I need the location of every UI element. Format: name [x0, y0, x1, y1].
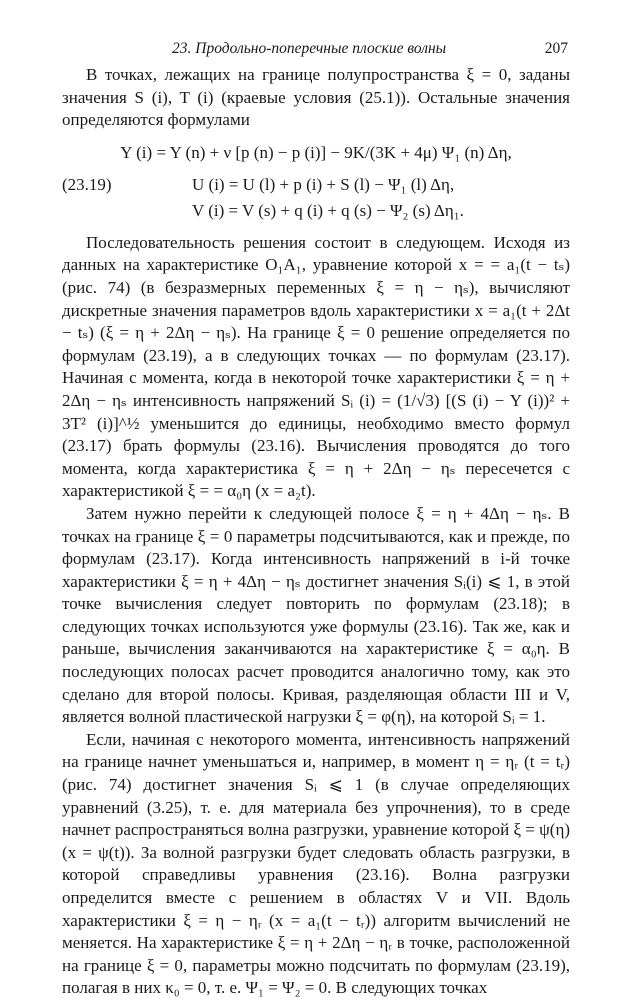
equation-v: V (i) = V (s) + q (i) + q (s) − Ψ₂ (s) Δη₁. — [192, 200, 464, 220]
running-title: 23. Продольно-поперечные плоские волны — [172, 40, 447, 57]
paragraph-2: Последовательность решения состоит в следующем. Исходя из данных на характеристике O₁A₁, уравнение которой x = = a₁(t − tₛ) (рис. 74) (в безразмерных переменных ξ = η − ηₛ), вычисляют дискретные значения параметров вдоль характеристики x = a₁(t + 2Δt − tₛ) (ξ = η + 2Δη − ηₛ). На границе ξ = 0 решение определяется по формулам (23.19), а в следующих точках — по формулам (23.17). Начиная с момента, когда в некоторой точке характеристики ξ = η + 2Δη − ηₛ интенсивность напряжений Sᵢ (i) = (1/√3) [(S (i) − Y (i))² + 3T² (i)]^½ уменьшится до единицы, необходимо вместо формул (23.17) брать формулы (23.16). Вычисления проводятся до того момента, когда характеристика ξ = η + 2Δη − ηₛ пересечется с характеристикой ξ = = α₀η (x = a₂t). — [62, 232, 570, 501]
equation-u — [62, 172, 570, 198]
equation-y: Y (i) = Y (n) + ν [p (n) − p (i)] − 9K/(3K + 4μ) Ψ₁ (n) Δη, — [120, 142, 512, 162]
paragraph-3: Затем нужно перейти к следующей полосе ξ = η + 4Δη − ηₛ. В точках на границе ξ = 0 параметры подсчитываются, как и прежде, по формулам (23.17). Когда интенсивность напряжений в i-й точке характеристики ξ = η + 4Δη − ηₛ достигнет значения Sᵢ(i) ⩽ 1, в этой точке вычисления следует повторить по формулам (23.18); в следующих точках используются уже формулы (23.16). Так же, как и раньше, вычисления заканчиваются на характеристике ξ = α₀η. В последующих полосах расчет проводится аналогично тому, как это сделано для второй полосы. Кривая, разделяющая области III и V, является волной пластической нагрузки ξ = φ(η), на которой Sᵢ = 1. — [62, 503, 570, 727]
page-number: 207 — [544, 40, 568, 57]
paragraph-1: В точках, лежащих на границе полупространства ξ = 0, заданы значения S (i), T (i) (краевые условия (25.1)). Остальные значения определяются формулами — [62, 65, 570, 130]
equation-u-text: U (i) = U (l) + p (i) + S (l) − Ψ₁ (l) Δη, — [192, 174, 455, 194]
equation-block — [62, 140, 570, 224]
page-body — [62, 64, 570, 1000]
page-header — [62, 40, 568, 62]
equation-number: (23.19) — [62, 174, 112, 194]
paragraph-4: Если, начиная с некоторого момента, интенсивность напряжений на границе начнет уменьшаться и, например, в момент η = ηᵣ (t = tᵣ) (рис. 74) достигнет значения Sᵢ ⩽ 1 (в случае определяющих уравнений (3.25), т. е. для материала без упрочнения), то в среде начнет распространяться волна разгрузки, уравнение которой ξ = ψ(η) (x = ψ(t)). За волной разгрузки будет следовать область разгрузки, в которой справедливы уравнения (23.16). Волна разгрузки определится вместе с решением в областях V и VII. Вдоль характеристики ξ = η − ηᵣ (x = a₁(t − tᵣ)) алгоритм вычислений не меняется. На характеристике ξ = η + 2Δη − ηᵣ в точке, расположенной на границе ξ = 0, параметры можно подсчитать по формулам (23.19), полагая в них κ₀ = 0, т. е. Ψ₁ = Ψ₂ = 0. В следующих точках — [62, 729, 570, 998]
